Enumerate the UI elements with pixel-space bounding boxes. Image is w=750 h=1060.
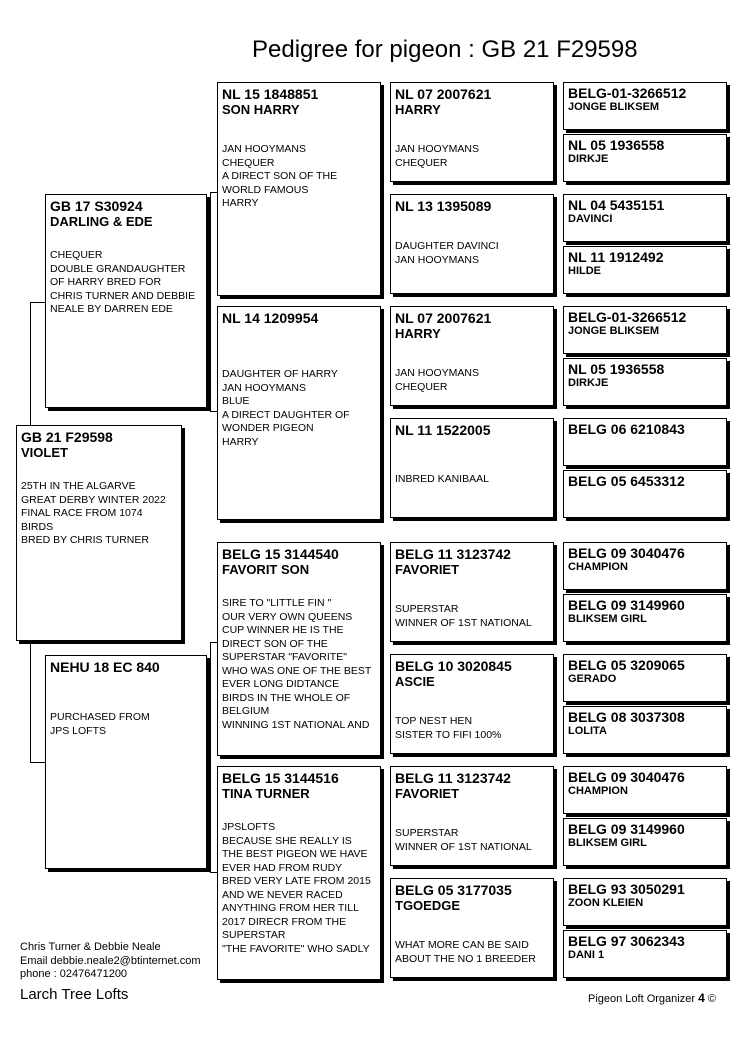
ring-number: NL 07 2007621 [395, 310, 492, 326]
pigeon-name: HILDE [568, 265, 601, 277]
ring-number: NL 07 2007621 [395, 86, 492, 102]
pigeon-info: JAN HOOYMANS CHEQUER A DIRECT SON OF THE WORLD FAMOUS HARRY [222, 143, 338, 209]
ancestor-card[interactable] [563, 594, 727, 642]
grandparent-card[interactable] [217, 306, 381, 520]
ring-number: BELG 08 3037308 [568, 709, 685, 725]
subject-ring: GB 21 F29598 [21, 429, 113, 445]
ring-number: BELG-01-3266512 [568, 85, 687, 101]
dam-info: PURCHASED FROM JPS LOFTS [50, 711, 150, 737]
ring-number: BELG 05 3209065 [568, 657, 685, 673]
pigeon-info: JAN HOOYMANS CHEQUER [395, 367, 480, 393]
pigeon-info: INBRED KANIBAAL [395, 473, 489, 485]
ring-number: NL 11 1912492 [568, 249, 664, 265]
copyright-symbol: © [707, 993, 716, 1005]
connector-line [210, 642, 211, 872]
dam-ring: NEHU 18 EC 840 [50, 659, 160, 675]
page-number: 4 [698, 991, 705, 1005]
pigeon-info: DAUGHTER OF HARRY JAN HOOYMANS BLUE A DIRECT DAUGHTER OF WONDER PIGEON HARRY [222, 368, 350, 448]
ancestor-card[interactable] [563, 82, 727, 130]
email-link[interactable]: Email debbie.neale2@btinternet.com [20, 954, 201, 967]
ring-number: BELG-01-3266512 [568, 309, 687, 325]
owners-names: Chris Turner & Debbie Neale [20, 941, 161, 953]
ring-number: BELG 11 3123742 [395, 770, 511, 786]
great-grandparent-card[interactable] [390, 418, 554, 518]
owner-contact [20, 941, 201, 982]
ring-number: BELG 11 3123742 [395, 546, 511, 562]
ring-number: BELG 15 3144540 [222, 546, 339, 562]
pigeon-name: TGOEDGE [395, 898, 461, 913]
sire-ring: GB 17 S30924 [50, 198, 143, 214]
ancestor-card[interactable] [563, 194, 727, 242]
great-grandparent-card[interactable] [390, 654, 554, 754]
grandparent-card[interactable] [217, 82, 381, 296]
ring-number: BELG 05 3177035 [395, 882, 512, 898]
pigeon-name: FAVORIT SON [222, 562, 310, 577]
pigeon-info: SIRE TO "LITTLE FIN " OUR VERY OWN QUEENS CUP WINNER HE IS THE DIRECT SON OF THE SUPERSTAR "FAVORITE" WHO WAS ONE OF THE BEST EVER LONG DIDTANCE BIRDS IN THE WHOLE OF BELGIUM WINNING 1ST NATIONAL AND [222, 597, 372, 731]
ring-number: NL 05 1936558 [568, 137, 665, 153]
pigeon-info: JPSLOFTS BECAUSE SHE REALLY IS THE BEST PIGEON WE HAVE EVER HAD FROM RUDY BRED VERY LATE FROM 2015 AND WE NEVER RACED ANYTHING FROM HER TILL 2017 DIRECR FROM THE SUPERSTAR "THE FAVORITE" WHO SADLY [222, 821, 371, 955]
pigeon-name: JONGE BLIKSEM [568, 101, 660, 113]
pigeon-name: BLIKSEM GIRL [568, 837, 647, 849]
pigeon-name: HARRY [395, 326, 441, 341]
ring-number: BELG 09 3149960 [568, 821, 685, 837]
ancestor-card[interactable] [563, 306, 727, 354]
pigeon-info: TOP NEST HEN SISTER TO FIFI 100% [395, 715, 502, 741]
ancestor-card[interactable] [563, 246, 727, 294]
ring-number: NL 05 1936558 [568, 361, 665, 377]
subject-name: VIOLET [21, 445, 68, 460]
ring-number: BELG 15 3144516 [222, 770, 339, 786]
connector-line [30, 762, 46, 763]
great-grandparent-card[interactable] [390, 766, 554, 866]
pigeon-info: JAN HOOYMANS CHEQUER [395, 143, 480, 169]
ancestor-card[interactable] [563, 706, 727, 754]
ancestor-card[interactable] [563, 654, 727, 702]
ring-number: BELG 09 3040476 [568, 545, 685, 561]
ancestor-card[interactable] [563, 134, 727, 182]
ring-number: NL 15 1848851 [222, 86, 319, 102]
ancestor-card[interactable] [563, 766, 727, 814]
great-grandparent-card[interactable] [390, 82, 554, 182]
ancestor-card[interactable] [563, 930, 727, 978]
ancestor-card[interactable] [563, 542, 727, 590]
pigeon-name: CHAMPION [568, 561, 628, 573]
subject-card[interactable] [16, 425, 182, 641]
ring-number: BELG 10 3020845 [395, 658, 512, 674]
ring-number: BELG 93 3050291 [568, 881, 685, 897]
grandparent-card[interactable] [217, 542, 381, 756]
ancestor-card[interactable] [563, 818, 727, 866]
pigeon-name: DIRKJE [568, 377, 609, 389]
pigeon-name: SON HARRY [222, 102, 300, 117]
ancestor-card[interactable] [563, 878, 727, 926]
grandparent-card[interactable] [217, 766, 381, 980]
ring-number: BELG 05 6453312 [568, 473, 685, 489]
pigeon-name: FAVORIET [395, 562, 460, 577]
pigeon-info: SUPERSTAR WINNER OF 1ST NATIONAL [395, 827, 532, 853]
software-credit [588, 991, 716, 1005]
connector-line [30, 302, 46, 303]
pigeon-name: GERADO [568, 673, 617, 685]
software-name: Pigeon Loft Organizer [588, 993, 696, 1005]
dam-card[interactable] [45, 655, 207, 869]
subject-info: 25TH IN THE ALGARVE GREAT DERBY WINTER 2022 FINAL RACE FROM 1074 BIRDS BRED BY CHRIS TURNER [21, 480, 166, 546]
pigeon-name: ASCIE [395, 674, 435, 689]
ring-number: BELG 06 6210843 [568, 421, 685, 437]
sire-card[interactable] [45, 194, 207, 408]
ring-number: NL 04 5435151 [568, 197, 665, 213]
sire-name: DARLING & EDE [50, 214, 153, 229]
loft-name: Larch Tree Lofts [20, 986, 129, 1003]
great-grandparent-card[interactable] [390, 878, 554, 978]
pigeon-name: ZOON KLEIEN [568, 897, 644, 909]
ancestor-card[interactable] [563, 418, 727, 466]
ring-number: BELG 09 3040476 [568, 769, 685, 785]
sire-info: CHEQUER DOUBLE GRANDAUGHTER OF HARRY BRED FOR CHRIS TURNER AND DEBBIE NEALE BY DARREN EDE [50, 249, 196, 315]
ring-number: BELG 09 3149960 [568, 597, 685, 613]
pigeon-name: DANI 1 [568, 949, 605, 961]
great-grandparent-card[interactable] [390, 194, 554, 294]
pigeon-name: TINA TURNER [222, 786, 310, 801]
ring-number: NL 14 1209954 [222, 310, 319, 326]
pigeon-name: DAVINCI [568, 213, 613, 225]
pigeon-info: WHAT MORE CAN BE SAID ABOUT THE NO 1 BREEDER [395, 939, 536, 965]
pigeon-name: FAVORIET [395, 786, 460, 801]
pigeon-name: LOLITA [568, 725, 607, 737]
pigeon-name: DIRKJE [568, 153, 609, 165]
pigeon-name: HARRY [395, 102, 441, 117]
pigeon-name: BLIKSEM GIRL [568, 613, 647, 625]
ancestor-card[interactable] [563, 470, 727, 518]
ring-number: NL 13 1395089 [395, 198, 492, 214]
phone-number: phone : 02476471200 [20, 968, 128, 980]
connector-line [210, 192, 211, 412]
ring-number: NL 11 1522005 [395, 422, 491, 438]
page-title: Pedigree for pigeon : GB 21 F29598 [252, 36, 638, 63]
great-grandparent-card[interactable] [390, 542, 554, 642]
pigeon-info: DAUGHTER DAVINCI JAN HOOYMANS [395, 240, 499, 266]
ring-number: BELG 97 3062343 [568, 933, 685, 949]
ancestor-card[interactable] [563, 358, 727, 406]
pigeon-info: SUPERSTAR WINNER OF 1ST NATIONAL [395, 603, 532, 629]
great-grandparent-card[interactable] [390, 306, 554, 406]
pigeon-name: JONGE BLIKSEM [568, 325, 660, 337]
pigeon-name: CHAMPION [568, 785, 628, 797]
